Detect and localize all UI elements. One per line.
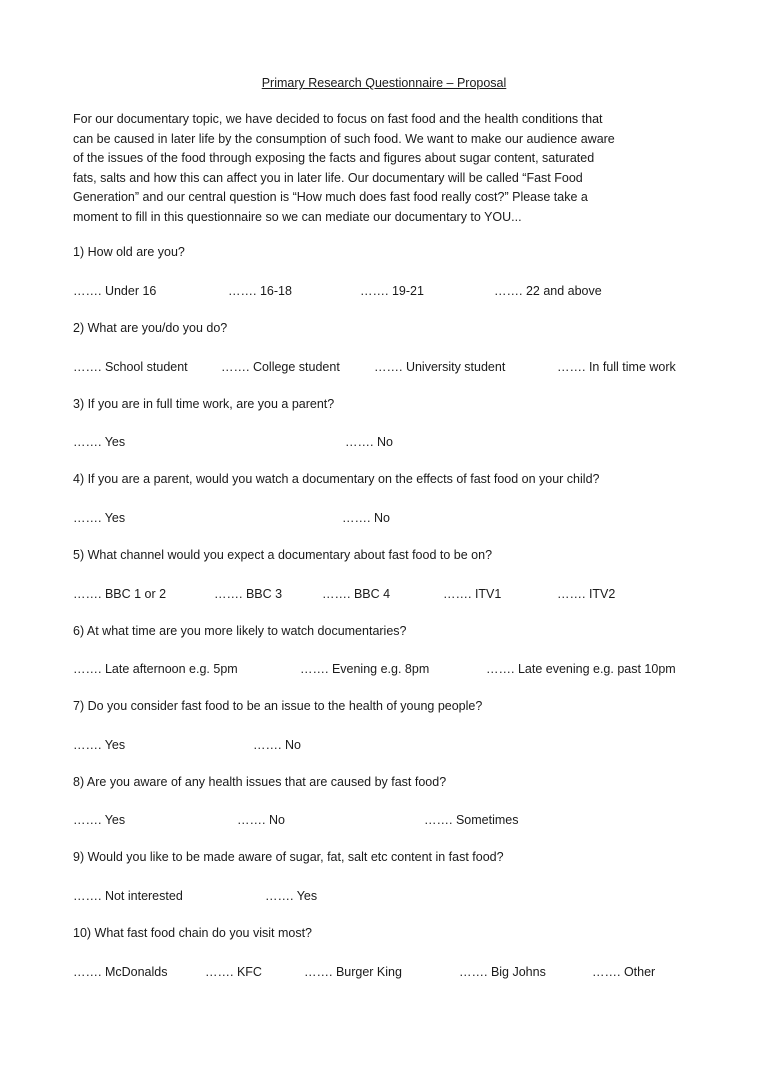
option-university-student[interactable]: ……. University student bbox=[374, 360, 506, 374]
option-not-interested[interactable]: ……. Not interested bbox=[73, 889, 183, 903]
option-yes[interactable]: ……. Yes bbox=[73, 435, 126, 449]
option-under-16[interactable]: ……. Under 16 bbox=[73, 284, 157, 298]
option-itv2[interactable]: ……. ITV2 bbox=[557, 587, 616, 601]
option-22-above[interactable]: ……. 22 and above bbox=[494, 284, 602, 298]
option-bbc-3[interactable]: ……. BBC 3 bbox=[214, 587, 283, 601]
intro-line: Generation” and our central question is “How much does fast food really cost?” Please take a bbox=[73, 190, 588, 204]
option-no[interactable]: ……. No bbox=[237, 813, 285, 827]
intro-line: fats, salts and how this can affect you in later life. Our documentary will be called “Fast Food bbox=[73, 170, 583, 185]
option-no[interactable]: ……. No bbox=[345, 435, 393, 449]
question-3: 3) If you are in full time work, are you a parent? bbox=[73, 397, 335, 411]
option-19-21[interactable]: ……. 19-21 bbox=[360, 284, 424, 298]
option-yes[interactable]: ……. Yes bbox=[265, 889, 318, 903]
question-9: 9) Would you like to be made aware of sugar, fat, salt etc content in fast food? bbox=[73, 850, 504, 864]
option-big-johns[interactable]: ……. Big Johns bbox=[459, 965, 546, 979]
option-bbc-1-or-2[interactable]: ……. BBC 1 or 2 bbox=[73, 587, 167, 601]
option-mcdonalds[interactable]: ……. McDonalds bbox=[73, 965, 168, 979]
option-school-student[interactable]: ……. School student bbox=[73, 360, 188, 374]
question-4: 4) If you are a parent, would you watch a documentary on the effects of fast food on your child? bbox=[73, 472, 600, 486]
option-late-evening[interactable]: ……. Late evening e.g. past 10pm bbox=[486, 662, 676, 676]
intro-line: can be caused in later life by the consumption of such food. We want to make our audience aware bbox=[73, 131, 615, 146]
option-evening[interactable]: ……. Evening e.g. 8pm bbox=[300, 662, 430, 676]
intro-line: of the issues of the food through exposing the facts and figures about sugar content, saturated bbox=[73, 151, 595, 165]
question-6: 6) At what time are you more likely to watch documentaries? bbox=[73, 624, 407, 638]
option-college-student[interactable]: ……. College student bbox=[221, 360, 340, 374]
intro-paragraph bbox=[73, 110, 703, 227]
option-yes[interactable]: ……. Yes bbox=[73, 511, 126, 525]
option-late-afternoon[interactable]: ……. Late afternoon e.g. 5pm bbox=[73, 662, 238, 676]
question-8: 8) Are you aware of any health issues that are caused by fast food? bbox=[73, 775, 447, 789]
question-7: 7) Do you consider fast food to be an issue to the health of young people? bbox=[73, 699, 483, 713]
page-title: Primary Research Questionnaire – Proposal bbox=[261, 76, 507, 90]
option-yes[interactable]: ……. Yes bbox=[73, 813, 126, 827]
option-sometimes[interactable]: ……. Sometimes bbox=[424, 813, 519, 827]
option-16-18[interactable]: ……. 16-18 bbox=[228, 284, 292, 298]
question-5: 5) What channel would you expect a documentary about fast food to be on? bbox=[73, 548, 493, 562]
option-bbc-4[interactable]: ……. BBC 4 bbox=[322, 587, 391, 601]
option-yes[interactable]: ……. Yes bbox=[73, 738, 126, 752]
question-2: 2) What are you/do you do? bbox=[73, 321, 228, 335]
option-full-time-work[interactable]: ……. In full time work bbox=[557, 360, 676, 374]
option-kfc[interactable]: ……. KFC bbox=[205, 965, 262, 979]
question-1: 1) How old are you? bbox=[73, 245, 185, 259]
option-itv1[interactable]: ……. ITV1 bbox=[443, 587, 502, 601]
intro-line: moment to fill in this questionnaire so we can mediate our documentary to YOU... bbox=[73, 209, 522, 224]
option-no[interactable]: ……. No bbox=[253, 738, 301, 752]
option-other[interactable]: ……. Other bbox=[592, 965, 656, 979]
option-burger-king[interactable]: ……. Burger King bbox=[304, 965, 402, 979]
intro-line: For our documentary topic, we have decided to focus on fast food and the health conditions that bbox=[73, 112, 603, 126]
question-10: 10) What fast food chain do you visit most? bbox=[73, 926, 313, 940]
option-no[interactable]: ……. No bbox=[342, 511, 390, 525]
